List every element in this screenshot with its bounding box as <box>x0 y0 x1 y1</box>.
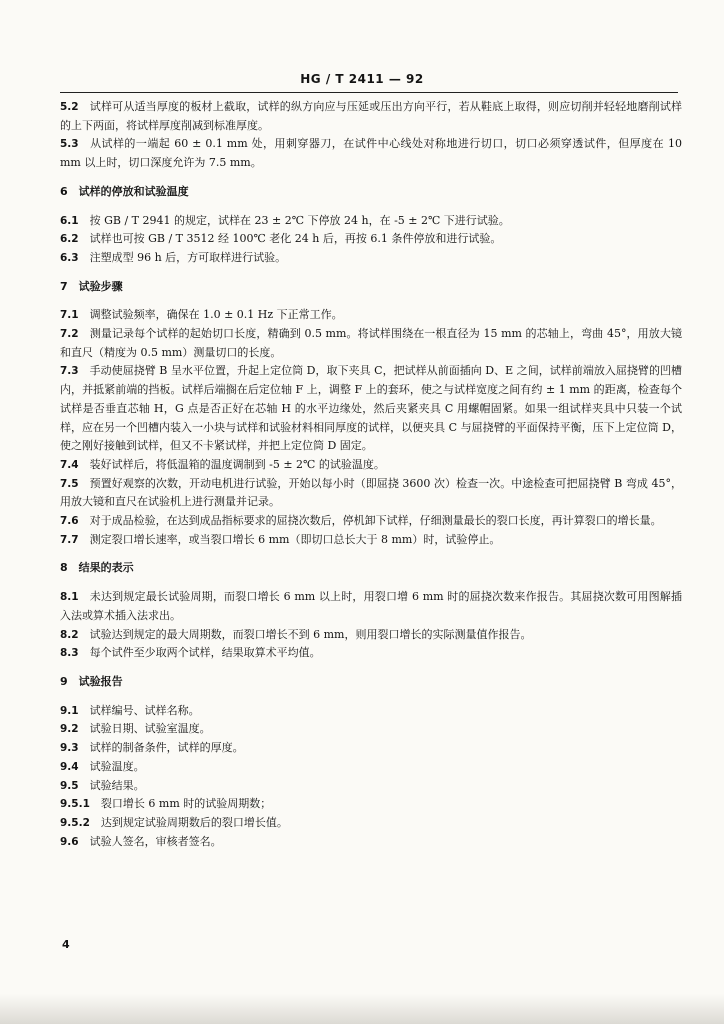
scan-edge <box>0 994 724 1024</box>
section-title: 试样的停放和试验温度 <box>78 184 189 198</box>
clause-text: 试验日期、试验室温度。 <box>89 722 211 736</box>
clause-paragraph <box>60 739 682 758</box>
clause-paragraph <box>60 456 682 475</box>
clause-number: 6.2 <box>60 233 79 246</box>
clause-text: 试验温度。 <box>89 759 145 773</box>
section-gap <box>60 173 682 183</box>
section-title: 试验步骤 <box>78 279 123 293</box>
clause-number: 9.2 <box>60 723 79 736</box>
clause-text: 调整试验频率，确保在 1.0 ± 0.1 Hz 下正常工作。 <box>89 308 343 322</box>
section-title: 结果的表示 <box>78 561 134 575</box>
clause-text: 测定裂口增长速率，或当裂口增长 6 mm（即切口总长大于 8 mm）时，试验停止。 <box>89 532 501 546</box>
clause-number: 8.3 <box>60 647 79 660</box>
section-gap <box>60 549 682 559</box>
clause-paragraph <box>60 249 682 268</box>
clause-paragraph <box>60 702 682 721</box>
clause-text: 试验人签名，审核者签名。 <box>89 834 222 848</box>
clause-paragraph <box>60 644 682 663</box>
page-number: 4 <box>62 938 70 951</box>
clause-paragraph <box>60 777 682 796</box>
section-heading <box>60 278 682 297</box>
clause-paragraph <box>60 325 682 362</box>
clause-number: 8.2 <box>60 628 79 641</box>
clause-text: 未达到规定最长试验周期，而裂口增长 6 mm 以上时，用裂口增 6 mm 时的屈挠次数来作报告。其屈挠次数可用图解插入法或算术插入法求出。 <box>60 590 682 622</box>
clause-number: 7.5 <box>60 477 79 490</box>
section-gap <box>60 202 682 212</box>
clause-text: 每个试件至少取两个试样，结果取算术平均值。 <box>89 646 321 660</box>
clause-paragraph <box>60 795 682 814</box>
section-heading <box>60 559 682 578</box>
section-gap <box>60 296 682 306</box>
clause-number: 7.2 <box>60 328 79 341</box>
clause-paragraph <box>60 626 682 645</box>
clause-number: 9.3 <box>60 742 79 755</box>
clause-text: 注塑成型 96 h 后，方可取样进行试验。 <box>89 250 287 264</box>
clause-text: 按 GB / T 2941 的规定，试样在 23 ± 2℃ 下停放 24 h，在 -5 ± 2℃ 下进行试验。 <box>89 213 510 227</box>
clause-number: 7.6 <box>60 515 79 528</box>
clause-text: 试验结果。 <box>89 778 145 792</box>
clause-number: 8.1 <box>60 591 79 604</box>
clause-paragraph <box>60 362 682 456</box>
clause-number: 7.7 <box>60 533 79 546</box>
clause-paragraph <box>60 212 682 231</box>
clause-paragraph <box>60 475 682 512</box>
clause-paragraph <box>60 833 682 852</box>
clause-number: 7.4 <box>60 458 79 471</box>
clause-paragraph <box>60 758 682 777</box>
clause-number: 9.5 <box>60 779 79 792</box>
clause-text: 试样可从适当厚度的板材上截取，试样的纵方向应与压延或压出方向平行，若从鞋底上取得，则应切削并轻轻地磨削试样的上下两面，将试样厚度削减到标准厚度。 <box>60 100 682 132</box>
clause-text: 试样的制备条件，试样的厚度。 <box>89 741 244 755</box>
clause-text: 试样编号、试样名称。 <box>89 703 200 717</box>
header-rule <box>60 92 678 93</box>
section-number: 7 <box>60 279 68 293</box>
section-gap <box>60 578 682 588</box>
section-heading <box>60 183 682 202</box>
clause-text: 手动使屈挠臂 B 呈水平位置，升起上定位筒 D，取下夹具 C，把试样从前面插向 D、E 之间，试样前端放入屈挠臂的凹槽内，并抵紧前端的挡板。试样后端搁在后定位轴 F 上，调整 F 上的套环，使之与试样宽度之间有约 ± 1 mm 的距离，检查每个试样是否垂直芯轴 H，G 点是否正好在芯轴 H 的水平边缘处，然后夹紧夹具 C 用螺帽固紧。如果一组试样夹具中只装一个试样，应在另一个凹槽内装入一小块与试样和试验材料相同厚度的试样，以便夹具 C 与屈挠臂的平面保持平衡，压下上定位筒 D，使之刚好接触到试样，但又不卡紧试样，并把上定位筒 D 固定。 <box>60 364 682 453</box>
clause-number: 9.1 <box>60 704 79 717</box>
clause-number: 9.4 <box>60 760 79 773</box>
document-body <box>60 98 682 851</box>
clause-number: 9.5.2 <box>60 816 90 829</box>
clause-number: 6.3 <box>60 251 79 264</box>
clause-number: 5.3 <box>60 138 79 151</box>
clause-paragraph <box>60 230 682 249</box>
clause-text: 达到规定试验周期数后的裂口增长值。 <box>100 815 288 829</box>
section-gap <box>60 268 682 278</box>
section-gap <box>60 663 682 673</box>
clause-text: 从试样的一端起 60 ± 0.1 mm 处，用刺穿器刀，在试件中心线处对称地进行切口，切口必须穿透试件，但厚度在 10 mm 以上时，切口深度允许为 7.5 mm。 <box>60 137 682 170</box>
clause-number: 9.5.1 <box>60 798 90 811</box>
clause-text: 预置好观察的次数，开动电机进行试验，开始以每小时（即屈挠 3600 次）检查一次。中途检查可把屈挠臂 B 弯成 45°，用放大镜和直尺在试验机上进行测量并记录。 <box>60 476 682 509</box>
clause-text: 测量记录每个试样的起始切口长度，精确到 0.5 mm。将试样围绕在一根直径为 15 mm 的芯轴上，弯曲 45°，用放大镜和直尺（精度为 0.5 mm）测量切口的长度。 <box>60 327 682 359</box>
clause-number: 9.6 <box>60 835 79 848</box>
clause-paragraph <box>60 135 682 172</box>
section-title: 试验报告 <box>78 674 123 688</box>
clause-number: 7.3 <box>60 365 79 378</box>
clause-paragraph <box>60 306 682 325</box>
clause-number: 5.2 <box>60 101 79 113</box>
section-heading <box>60 673 682 692</box>
clause-number: 7.1 <box>60 309 79 322</box>
section-gap <box>60 692 682 702</box>
section-number: 9 <box>60 674 68 688</box>
clause-text: 对于成品检验，在达到成品指标要求的屈挠次数后，停机卸下试样，仔细测量最长的裂口长度，再计算裂口的增长量。 <box>89 514 662 528</box>
clause-text: 装好试样后，将低温箱的温度调制到 -5 ± 2℃ 的试验温度。 <box>89 457 385 471</box>
clause-paragraph <box>60 512 682 531</box>
standard-code-header: HG / T 2411 — 92 <box>300 72 424 86</box>
clause-number: 6.1 <box>60 214 79 227</box>
clause-text: 裂口增长 6 mm 时的试验周期数； <box>100 797 272 811</box>
clause-text: 试样也可按 GB / T 3512 经 100℃ 老化 24 h 后，再按 6.1 条件停放和进行试验。 <box>89 232 502 246</box>
clause-text: 试验达到规定的最大周期数，而裂口增长不到 6 mm，则用裂口增长的实际测量值作报告。 <box>89 627 532 641</box>
clause-paragraph <box>60 98 682 135</box>
clause-paragraph <box>60 531 682 550</box>
clause-paragraph <box>60 814 682 833</box>
section-number: 6 <box>60 184 68 198</box>
clause-paragraph <box>60 720 682 739</box>
section-number: 8 <box>60 561 68 575</box>
clause-paragraph <box>60 588 682 625</box>
